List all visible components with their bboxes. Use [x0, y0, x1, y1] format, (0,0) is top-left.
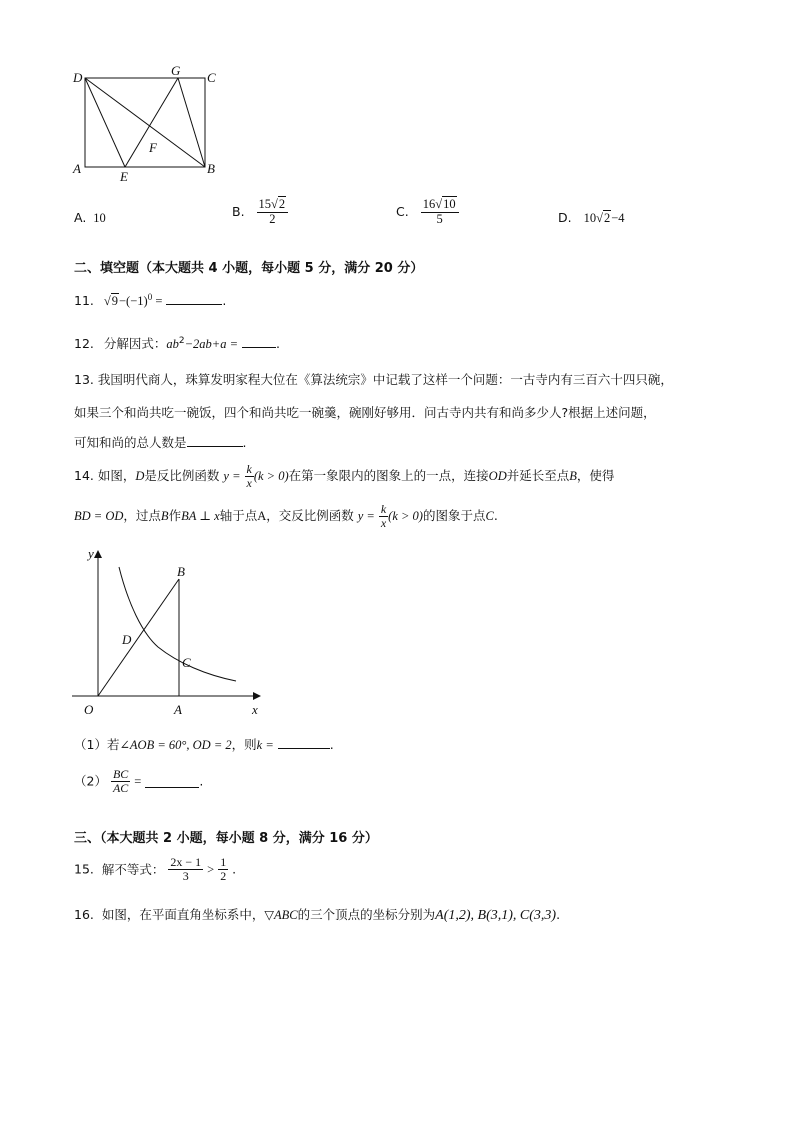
- answer-blank[interactable]: [145, 775, 199, 788]
- section-2-heading: 二、填空题（本大题共 4 小题，每小题 5 分，满分 20 分）: [74, 261, 424, 276]
- question-13-line-1: 13. 我国明代商人，珠算发明家程大位在《算法统宗》中记载了这样一个问题：一古寺内有三百六十四只碗，: [74, 372, 673, 387]
- option-letter: A.: [74, 210, 87, 225]
- label-A: A: [174, 702, 182, 717]
- label-B: B: [207, 161, 215, 176]
- option-expression: 10√2−4: [583, 211, 625, 225]
- question-13-line-2: 如果三个和尚共吃一碗饭，四个和尚共吃一碗羹，碗刚好够用．问古寺内共有和尚多少人?根据上述问题，: [74, 405, 656, 420]
- question-12: 12. 分解因式：$ab^2-2ab+a$ = .: [74, 335, 281, 351]
- option-letter: D.: [558, 210, 572, 225]
- answer-blank[interactable]: [242, 335, 276, 348]
- label-y: y: [88, 546, 94, 561]
- option-c: [396, 198, 459, 227]
- hyperbola-curve: [119, 567, 236, 681]
- question-11: 11. $√9-(-1)^0$ = .: [74, 292, 227, 309]
- option-value: 10: [93, 211, 106, 225]
- question-14-line-2: BD = OD，过点B作BA ⊥ x轴于点A，交反比例函数 y = $\frac{k}{x}$ (k > 0)的图象于点C.: [74, 501, 498, 530]
- question-15: 15. 解不等式： $\frac{2x - 1}{3}$ > $\frac{1}{2}$ .: [74, 855, 237, 884]
- segment-GB: [178, 78, 205, 167]
- answer-blank[interactable]: [187, 434, 243, 447]
- label-D: D: [122, 632, 132, 647]
- segment-DE: [85, 78, 125, 167]
- option-a: [74, 210, 106, 226]
- option-b: [232, 198, 288, 227]
- label-x: x: [252, 702, 258, 717]
- question-14-part-1: （1）若∠AOB = 60°, OD = 2，则k = .: [74, 737, 334, 752]
- fraction: $\frac{15√2}{2}$: [257, 198, 289, 227]
- coordinate-graph-figure: [66, 543, 271, 721]
- label-E: E: [120, 169, 128, 184]
- geometry-figure-rectangle: [68, 62, 228, 187]
- label-O: O: [84, 702, 94, 717]
- question-16: 16. 如图，在平面直角坐标系中，▽ABC的三个顶点的坐标分别为A(1,2), B(3,1), C(3,3).: [74, 907, 561, 923]
- label-A: A: [73, 161, 81, 176]
- label-F: F: [149, 140, 157, 155]
- question-14-part-2: （2） $\frac{BC}{AC}$ = .: [74, 767, 204, 796]
- answer-blank[interactable]: [166, 292, 222, 305]
- option-letter: C.: [396, 203, 409, 219]
- question-14-line-1: 14. 如图，D是反比例函数 y = $\frac{k}{x}$ (k > 0)在第一象限内的图象上的一点，连接OD并延长至点B，使得: [74, 461, 615, 490]
- fraction: $\frac{16√10}{5}$: [421, 198, 459, 227]
- answer-blank[interactable]: [278, 736, 330, 749]
- label-D: D: [73, 70, 83, 85]
- label-C: C: [207, 70, 216, 85]
- option-d: [558, 210, 625, 226]
- label-C: C: [182, 655, 191, 670]
- label-B: B: [177, 564, 185, 579]
- section-3-heading: 三、（本大题共 2 小题，每小题 8 分，满分 16 分）: [74, 831, 378, 846]
- segment-OB: [98, 579, 179, 696]
- label-G: G: [171, 63, 181, 78]
- segment-DB: [85, 78, 205, 167]
- question-13-line-3: 可知和尚的总人数是 .: [74, 435, 247, 450]
- option-letter: B.: [232, 203, 245, 219]
